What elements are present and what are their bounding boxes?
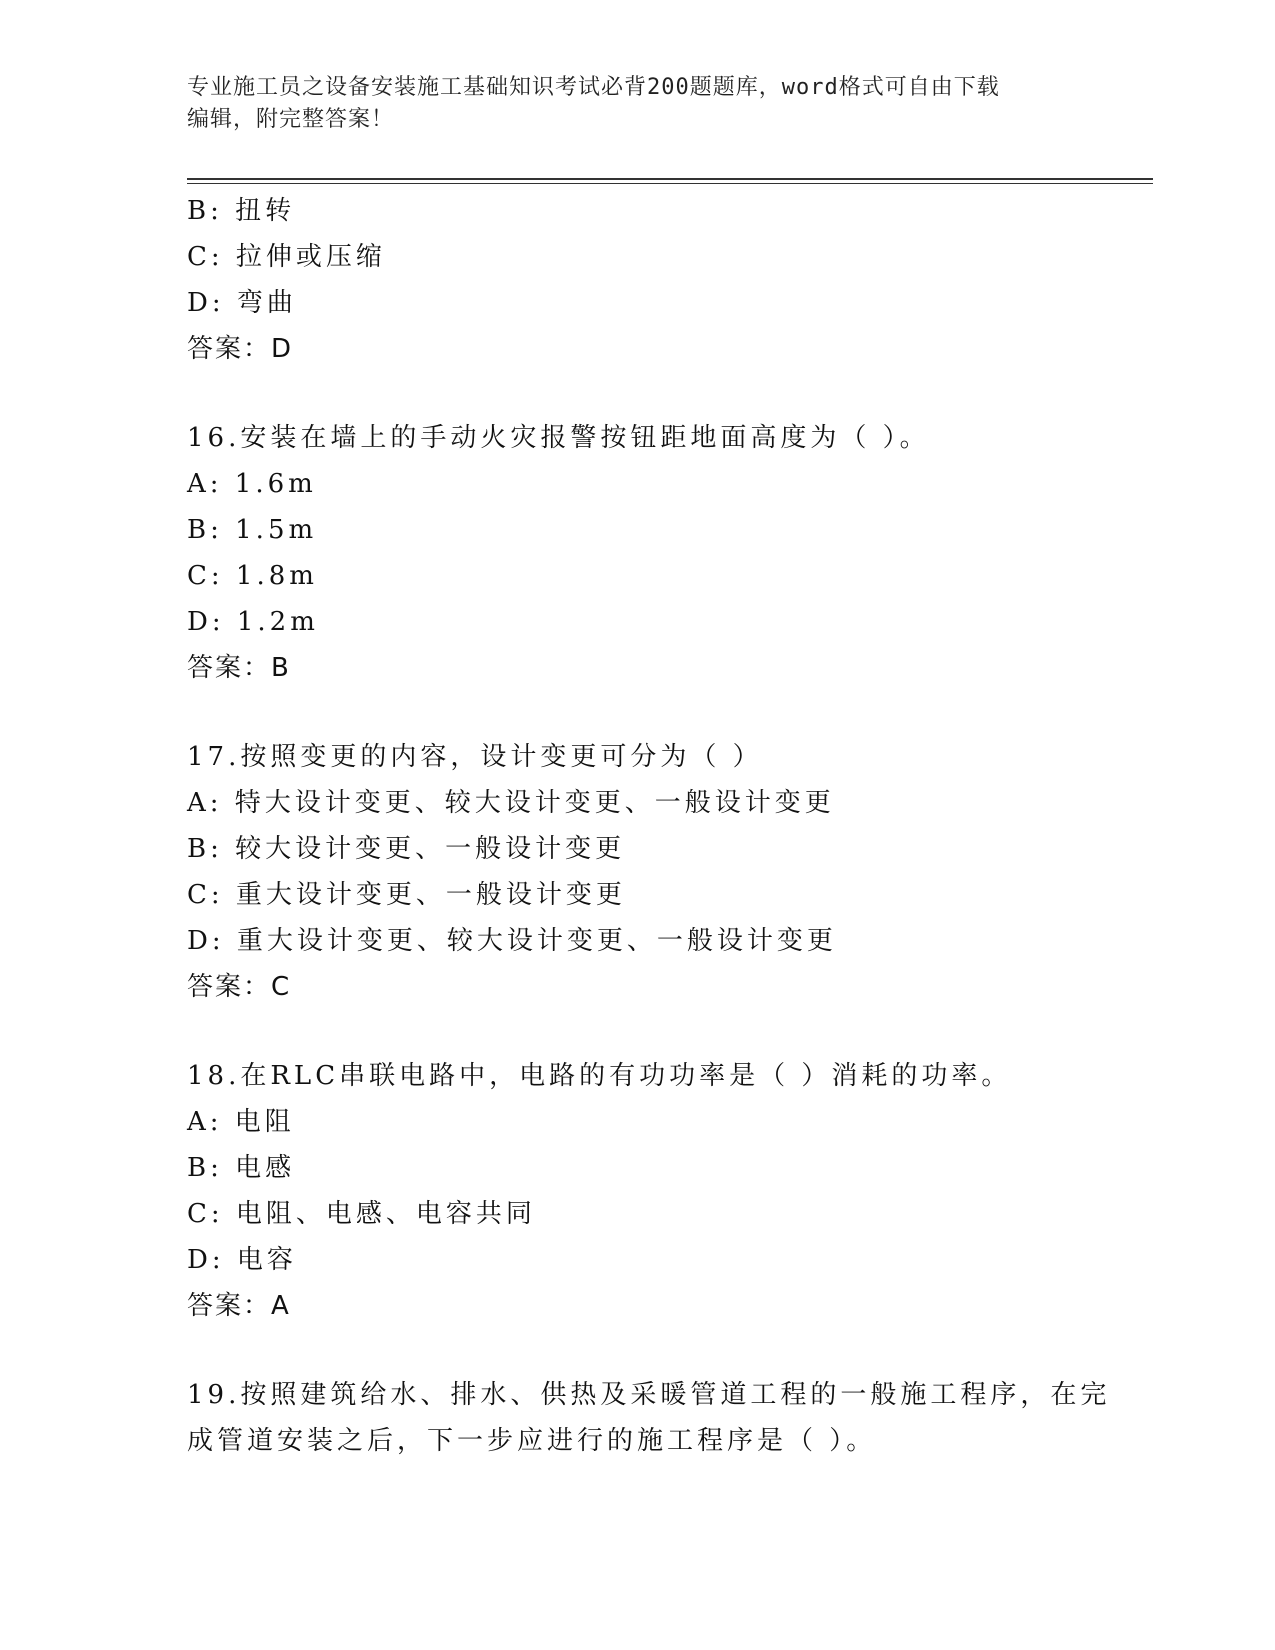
question-text: 16.安装在墙上的手动火灾报警按钮距地面高度为（ ）。 bbox=[187, 423, 930, 453]
document-header bbox=[187, 72, 1067, 136]
question-15 bbox=[187, 188, 1147, 372]
header-line-2: 编辑，附完整答案！ bbox=[187, 107, 395, 132]
option-b: B: 1.5m bbox=[187, 515, 318, 545]
answer: 答案：A bbox=[187, 1291, 291, 1321]
option-c: C: 电阻、电感、电容共同 bbox=[187, 1199, 536, 1229]
question-text-line-1: 19.按照建筑给水、排水、供热及采暖管道工程的一般施工程序，在完 bbox=[187, 1380, 1111, 1410]
header-divider-thin bbox=[187, 183, 1153, 184]
option-a: A: 1.6m bbox=[187, 469, 317, 499]
option-d: D: 重大设计变更、较大设计变更、一般设计变更 bbox=[187, 926, 837, 956]
question-16 bbox=[187, 415, 1147, 691]
answer: 答案：B bbox=[187, 653, 291, 683]
question-list bbox=[187, 188, 1147, 1464]
option-c: C: 1.8m bbox=[187, 561, 318, 591]
option-a: A: 电阻 bbox=[187, 1107, 295, 1137]
header-divider-thick bbox=[187, 178, 1153, 180]
option-d: D: 弯曲 bbox=[187, 288, 297, 318]
option-c: C: 重大设计变更、一般设计变更 bbox=[187, 880, 626, 910]
option-b: B: 较大设计变更、一般设计变更 bbox=[187, 834, 626, 864]
header-line-1: 专业施工员之设备安装施工基础知识考试必背200题题库，word格式可自由下载 bbox=[187, 75, 1000, 100]
question-text: 17.按照变更的内容，设计变更可分为（ ） bbox=[187, 742, 763, 772]
option-b: B: 电感 bbox=[187, 1153, 296, 1183]
option-c: C: 拉伸或压缩 bbox=[187, 242, 386, 272]
question-17 bbox=[187, 734, 1147, 1010]
option-d: D: 电容 bbox=[187, 1245, 297, 1275]
option-b: B: 扭转 bbox=[187, 196, 296, 226]
answer: 答案：D bbox=[187, 334, 294, 364]
question-19 bbox=[187, 1372, 1147, 1464]
question-text: 18.在RLC串联电路中，电路的有功功率是（ ）消耗的功率。 bbox=[187, 1061, 1012, 1091]
question-text-line-2: 成管道安装之后，下一步应进行的施工程序是（ ）。 bbox=[187, 1426, 877, 1456]
question-18 bbox=[187, 1053, 1147, 1329]
answer: 答案：C bbox=[187, 972, 292, 1002]
option-d: D: 1.2m bbox=[187, 607, 319, 637]
option-a: A: 特大设计变更、较大设计变更、一般设计变更 bbox=[187, 788, 835, 818]
